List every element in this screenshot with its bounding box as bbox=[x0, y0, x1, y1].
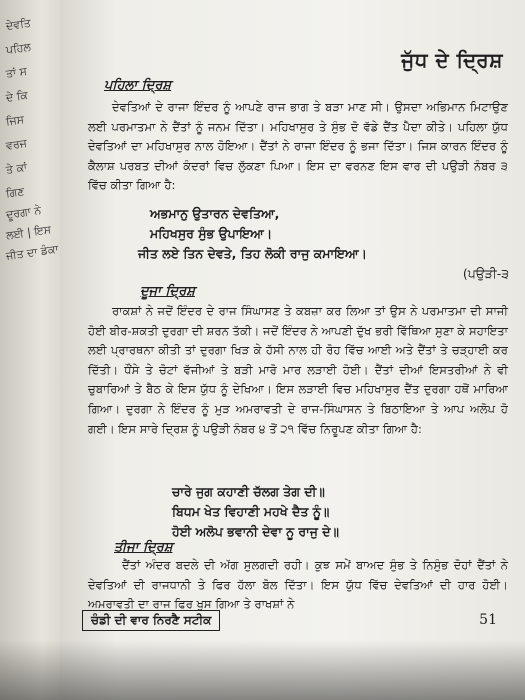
spine-text: ਲਈ | ਇਸ bbox=[5, 222, 52, 243]
spine-text: ਗਿਣ bbox=[5, 184, 26, 201]
verse-line: ਅਭਮਾਨੁ ਉਤਾਰਨ ਦੇਵਤਿਆ, bbox=[150, 206, 280, 221]
section-heading-3: ਤੀਜਾ ਦ੍ਰਿਸ਼ bbox=[114, 540, 173, 555]
spine-text: ਦੇਵਤਿ bbox=[5, 16, 32, 33]
page-header: ਜੁੱਧ ਦੇ ਦ੍ਰਿਸ਼ bbox=[401, 48, 503, 72]
verse-block-2 bbox=[172, 482, 339, 542]
section-heading-1: ਪਹਿਲਾ ਦ੍ਰਿਸ਼ bbox=[104, 78, 172, 93]
spine-text: ਦੇ ਕਿ bbox=[5, 88, 29, 105]
section-heading-2: ਦੂਜਾ ਦ੍ਰਿਸ਼ bbox=[140, 284, 195, 299]
spine-text: ਜੀਤ ਦਾ ਡੰਕਾ bbox=[5, 242, 60, 263]
spine-text: ਤਾਂ ਸ bbox=[5, 64, 28, 81]
verse-line: ਹੋਈ ਅਲੋਪ ਭਵਾਨੀ ਦੇਵਾ ਨੂ ਰਾਜੁ ਦੇ॥ bbox=[172, 524, 339, 539]
book-page bbox=[60, 0, 525, 700]
spine-text: ਪਹਿਲ bbox=[5, 40, 32, 57]
spine-text: ਵਰਜ bbox=[5, 136, 28, 153]
spine-text: ਜਿਸ bbox=[5, 112, 25, 129]
section-paragraph-1: ਦੇਵਤਿਆਂ ਦੇ ਰਾਜਾ ਇੰਦਰ ਨੂੰ ਆਪਣੇ ਰਾਜ ਭਾਗ ਤੇ ਬੜਾ ਮਾਣ ਸੀ। ਉਸਦਾ ਅਭਿਮਾਨ ਮਿਟਾਉਣ ਲਈ ਪਰਮਾਤਮਾ ਨੇ ਦੈਂਤਾਂ ਨੂੰ ਜਨਮ ਦਿੱਤਾ। ਮਹਿਖਾਸੁਰ ਤੇ ਸੁੰਭ ਦੋ ਵੱਡੇ ਦੈਂਤ ਪੈਦਾ ਕੀਤੇ। ਪਹਿਲਾ ਯੁੱਧ ਦੇਵਤਿਆਂ ਦਾ ਮਹਿਖਾਸੁਰ ਨਾਲ ਹੋਇਆ। ਦੈਂਤਾਂ ਨੇ ਰਾਜਾ ਇੰਦਰ ਨੂੰ ਭਜਾ ਦਿੱਤਾ। ਜਿਸ ਕਾਰਨ ਇੰਦਰ ਨੂੰ ਕੈਲਾਸ਼ ਪਰਬਤ ਦੀਆਂ ਕੰਦਰਾਂ ਵਿਚ ਲੁੱਕਣਾ ਪਿਆ। ਇਸ ਦਾ ਵਰਨਣ ਇਸ ਵਾਰ ਦੀ ਪਉੜੀ ਨੰਬਰ ੩ ਵਿੱਚ ਕੀਤਾ ਗਿਆ ਹੈ: bbox=[88, 100, 508, 193]
page-number: 51 bbox=[479, 612, 497, 628]
verse-line: ਬਿਧਮ ਖੇਤ ਵਿਹਾਣੀ ਮਹਖੇ ਦੈਤ ਨੂੰ॥ bbox=[172, 504, 330, 519]
verse-block-1 bbox=[138, 204, 367, 264]
section-paragraph-3: ਦੈਂਤਾਂ ਅੰਦਰ ਬਦਲੇ ਦੀ ਅੱਗ ਸੁਲਗਦੀ ਰਹੀ। ਕੁਝ ਸਮੇਂ ਬਾਅਦ ਸੁੰਭ ਤੇ ਨਿਸੁੰਭ ਦੋਹਾਂ ਦੈਂਤਾਂ ਨੇ ਦੇਵਤਿਆਂ ਦੀ ਰਾਜਧਾਨੀ ਤੇ ਫਿਰ ਹੱਲਾ ਬੋਲ ਦਿੱਤਾ। ਇਸ ਯੁੱਧ ਵਿੱਚ ਦੇਵਤਿਆਂ ਦੀ ਹਾਰ ਹੋਈ। ਅਮਰਾਵਤੀ ਦਾ ਰਾਜ ਫਿਰ ਖੁਸ ਗਿਆ ਤੇ ਰਾਖਸ਼ਾਂ ਨੇ bbox=[88, 558, 508, 612]
verse-reference: (ਪਉੜੀ-੩ bbox=[462, 266, 509, 281]
verse-line: ਜੀਤ ਲਏ ਤਿਨ ਦੇਵਤੇ, ਤਿਹ ਲੋਕੀ ਰਾਜੁ ਕਮਾਇਆ। bbox=[138, 246, 367, 261]
spine-text: ਤੇ ਕਾਂ bbox=[5, 160, 28, 177]
verse-line: ਚਾਰੇ ਜੁਗ ਕਹਾਣੀ ਚੱਲਗ ਤੇਗ ਦੀ॥ bbox=[172, 484, 325, 499]
book-title-footer: ਚੰਡੀ ਦੀ ਵਾਰ ਨਿਰਣੈ ਸਟੀਕ bbox=[82, 610, 220, 631]
verse-line: ਮਹਿਖਸੁਰ ਸੁੰਭ ਉਪਾਇਆ। bbox=[150, 226, 273, 241]
section-paragraph-2: ਰਾਕਸ਼ਾਂ ਨੇ ਜਦੋਂ ਇੰਦਰ ਦੇ ਰਾਜ ਸਿੰਘਾਸਣ ਤੇ ਕਬਜ਼ਾ ਕਰ ਲਿਆ ਤਾਂ ਉਸ ਨੇ ਪਰਮਾਤਮਾ ਦੀ ਸਾਜੀ ਹੋਈ ਬੀਰ-ਸ਼ਕਤੀ ਦੁਰਗਾ ਦੀ ਸ਼ਰਨ ਤੱਕੀ। ਜਦੋਂ ਇੰਦਰ ਨੇ ਆਪਣੀ ਦੁੱਖ ਭਰੀ ਵਿੱਥਿਆ ਸੁਣਾ ਕੇ ਸਹਾਇਤਾ ਲਈ ਪ੍ਰਾਰਥਨਾ ਕੀਤੀ ਤਾਂ ਦੁਰਗਾ ਖਿੜ ਕੇ ਹੱਸੀ ਨਾਲ ਹੀ ਰੋਹ ਵਿੱਚ ਆਈ ਅਤੇ ਦੈਂਤਾਂ ਤੇ ਚੜ੍ਹਾਈ ਕਰ ਦਿੱਤੀ। ਧੌਂਸੇ ਤੇ ਚੋਟਾਂ ਵੱਜੀਆਂ ਤੇ ਬੜੀ ਮਾਰੋ ਮਾਰ ਲੜਾਈ ਹੋਈ। ਦੈਂਤਾਂ ਦੀਆਂ ਇਸਤਰੀਆਂ ਨੇ ਵੀ ਚੁਬਾਰਿਆਂ ਤੇ ਬੈਠ ਕੇ ਇਸ ਯੁੱਧ ਨੂੰ ਦੇਖਿਆ। ਇਸ ਲੜਾਈ ਵਿਚ ਮਹਿਖਾਸੁਰ ਦੈਂਤ ਦੁਰਗਾ ਹਥੋਂ ਮਾਰਿਆ ਗਿਆ। ਦੁਰਗਾ ਨੇ ਇੰਦਰ ਨੂੰ ਮੁੜ ਅਮਰਾਵਤੀ ਦੇ ਰਾਜ-ਸਿੰਘਾਸਨ ਤੇ ਬਿਠਾਇਆ ਤੇ ਆਪ ਅਲੋਪ ਹੋ ਗਈ। ਇਸ ਸਾਰੇ ਦ੍ਰਿਸ਼ ਨੂੰ ਪਉੜੀ ਨੰਬਰ ੪ ਤੋਂ ੨੧ ਵਿੱਚ ਨਿਰੂਪਣ ਕੀਤਾ ਗਿਆ ਹੈ: bbox=[88, 304, 508, 436]
bottom-shadow bbox=[0, 640, 525, 700]
spine-text: ਦੂਰਗਾ ਨੇ bbox=[5, 203, 42, 222]
